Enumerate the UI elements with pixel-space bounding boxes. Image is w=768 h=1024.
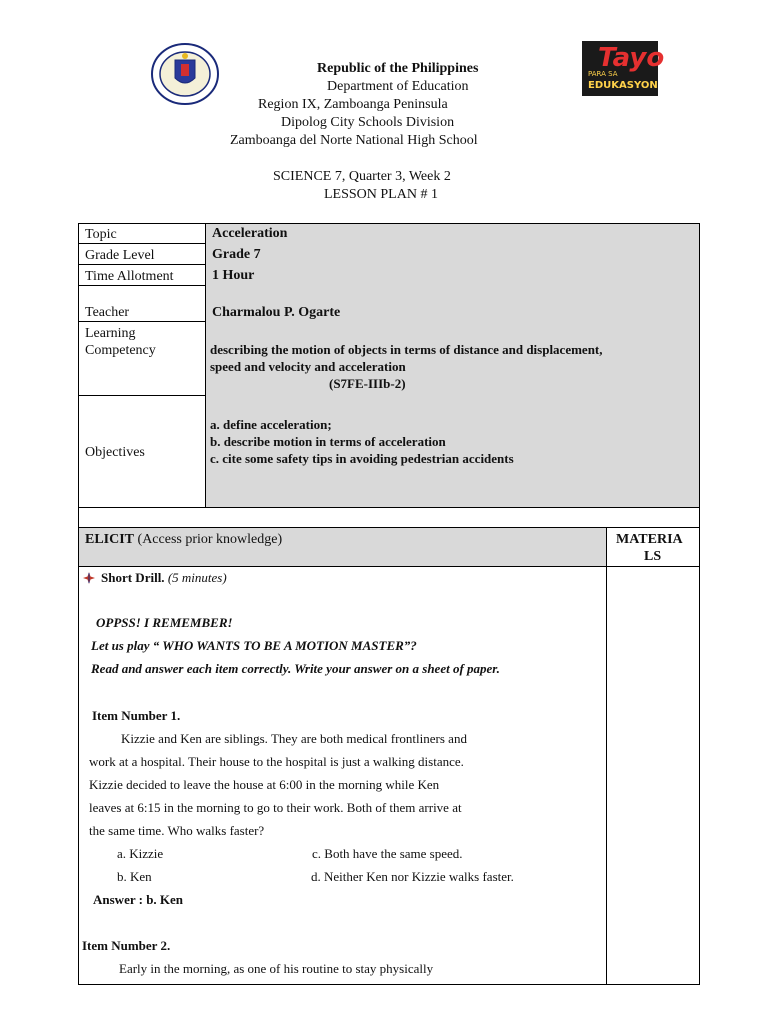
competency-label-1: Learning [85,326,136,341]
school-name: Zamboanga del Norte National High School [230,133,478,148]
materials-header-2: LS [644,549,662,564]
short-drill [101,570,227,586]
option-a: a. Kizzie [117,846,164,861]
competency-label-2: Competency [85,343,156,358]
grade-level-label: Grade Level [85,248,155,263]
item2-title: Item Number 2. [82,938,171,953]
oppss-heading: OPPSS! I REMEMBER! [96,615,233,630]
drill-time: (5 minutes) [164,570,227,585]
item1-line: leaves at 6:15 in the morning to go to their work. Both of them arrive at [89,800,462,815]
time-allotment-label: Time Allotment [85,269,174,284]
objective-c: c. cite some safety tips in avoiding pedestrian accidents [210,451,514,466]
objective-b: b. describe motion in terms of acceleration [210,434,446,449]
objective-a: a. define acceleration; [210,417,332,432]
competency-line-1: describing the motion of objects in terms of distance and displacement, [210,342,603,357]
instruction: Read and answer each item correctly. Write your answer on a sheet of paper. [91,661,500,676]
option-b: b. Ken [117,869,152,884]
logo-bottom: EDUKASYON [588,80,658,91]
topic-value: Acceleration [212,226,288,241]
grade-level-value: Grade 7 [212,247,261,262]
drill-label: Short Drill. [101,570,165,585]
tayo-logo [582,41,665,96]
option-c: c. Both have the same speed. [312,846,463,861]
time-allotment-value: 1 Hour [212,268,255,283]
elicit-table [78,527,700,987]
item1-line: Kizzie decided to leave the house at 6:00 in the morning while Ken [89,777,440,792]
item1-line: Kizzie and Ken are siblings. They are both medical frontliners and [121,731,467,746]
logo-sub: PARA SA [588,70,618,78]
item2-line: Early in the morning, as one of his routine to stay physically [119,961,434,976]
bullet-icon [83,571,95,583]
game-title: Let us play “ WHO WANTS TO BE A MOTION MASTER”? [91,638,417,653]
answer: Answer : b. Ken [93,892,184,907]
teacher-label: Teacher [85,305,130,320]
elicit-heading [85,532,282,548]
competency-line-2: speed and velocity and acceleration [210,359,406,374]
materials-header-1: MATERIA [616,532,683,547]
elicit-subtitle: (Access prior knowledge) [134,532,283,547]
teacher-value: Charmalou P. Ogarte [212,305,341,320]
elicit-title: ELICIT [85,532,135,547]
item1-line: work at a hospital. Their house to the hospital is just a walking distance. [89,754,464,769]
division-name: Dipolog City Schools Division [281,115,455,130]
subject-line: SCIENCE 7, Quarter 3, Week 2 [273,169,451,184]
option-d: d. Neither Ken nor Kizzie walks faster. [311,869,514,884]
objectives-label: Objectives [85,445,145,460]
logo-main: Tayo [598,43,665,73]
competency-code: (S7FE-IIIb-2) [329,376,406,391]
region-name: Region IX, Zamboanga Peninsula [258,97,448,112]
department-name: Department of Education [327,79,469,94]
deped-seal [150,42,220,106]
info-table [78,223,700,528]
lesson-plan-number: LESSON PLAN # 1 [324,187,438,202]
item1-title: Item Number 1. [92,708,181,723]
topic-label: Topic [85,227,117,242]
item1-line: the same time. Who walks faster? [89,823,265,838]
country-name: Republic of the Philippines [317,61,479,76]
